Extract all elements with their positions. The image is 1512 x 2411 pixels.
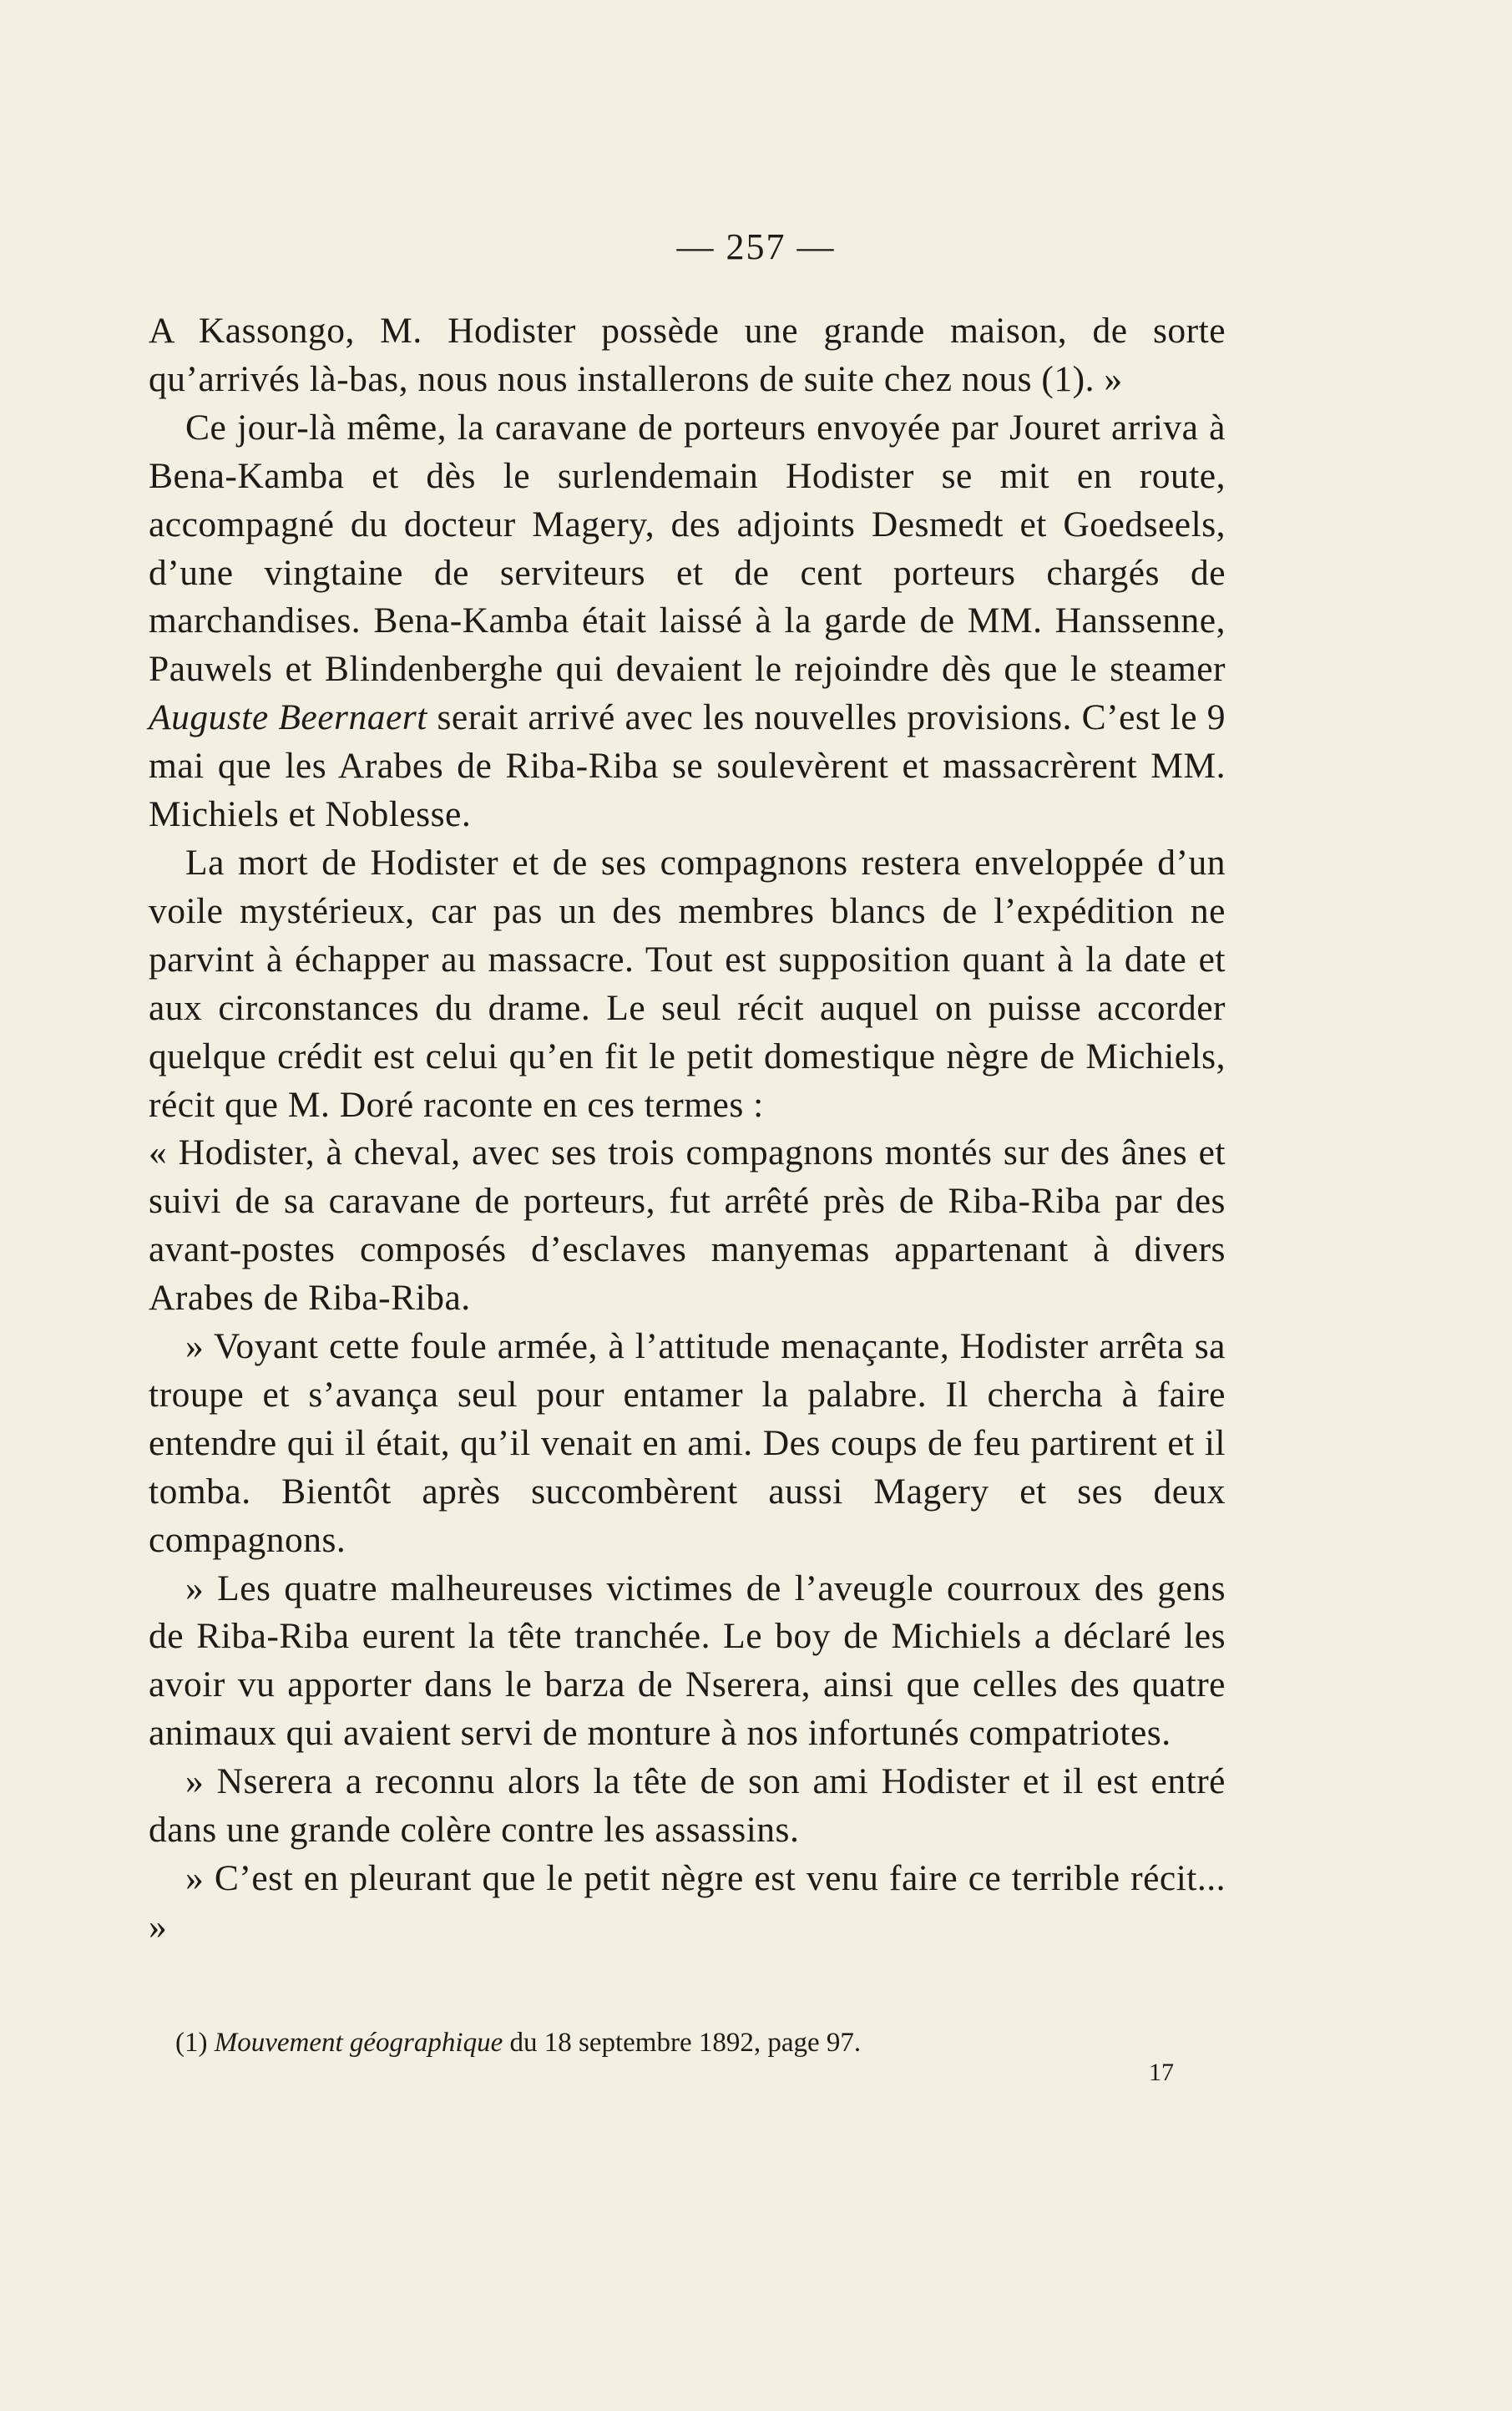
- paragraph-text: A Kassongo, M. Hodister possède une grande maison, de sorte qu’arrivés là-bas, nous nous installerons de suite chez nous (1). »: [149, 311, 1226, 399]
- paragraph: [149, 839, 1226, 1129]
- paragraph-text: » Les quatre malheureuses victimes de l’aveugle courroux des gens de Riba-Riba eurent la tête tranchée. Le boy de Michiels a déclaré les avoir vu apporter dans le barza de Nserera, ainsi que celles des quatre animaux qui avaient servi de monture à nos infortunés compatriotes.: [149, 1568, 1226, 1754]
- paragraph: [149, 404, 1226, 839]
- paragraph: [149, 1758, 1226, 1855]
- page-number: — 257 —: [676, 226, 836, 267]
- footnote-marker: (1): [175, 2028, 215, 2058]
- signature-mark: 17: [1149, 2059, 1174, 2086]
- body-text: [149, 307, 1226, 1952]
- paragraph-text: Ce jour-là même, la caravane de porteurs envoyée par Jouret arriva à Bena-Kamba et dès le surlendemain Hodister se mit en route, accompagné du docteur Magery, des adjoints Desmedt et Goedseels, d’une vingtaine de serviteurs et de cent porteurs chargés de marchandises. Bena-Kamba était laissé à la garde de MM. Hanssenne, Pauwels et Blindenberghe qui devaient le rejoindre dès que le steamer: [149, 407, 1226, 690]
- paragraph: [149, 1323, 1226, 1565]
- paragraph-text: » Nserera a reconnu alors la tête de son ami Hodister et il est entré dans une grande colère contre les assassins.: [149, 1761, 1226, 1851]
- paragraph: [149, 1565, 1226, 1759]
- paragraph-text: serait arrivé avec les nouvelles provisions. C’est le 9 mai que les Arabes de Riba-Riba se soulevèrent et massacrèrent MM. Michiels et Noblesse.: [149, 697, 1226, 835]
- paragraph: [149, 1129, 1226, 1323]
- footnote: [175, 2025, 1219, 2060]
- paragraph-text: La mort de Hodister et de ses compagnons restera enveloppée d’un voile mystérieux, car pas un des membres blancs de l’expédition ne parvint à échapper au massacre. Tout est supposition quant à la date et aux circonstances du drame. Le seul récit auquel on puisse accorder quelque crédit est celui qu’en fit le petit domestique nègre de Michiels, récit que M. Doré raconte en ces termes :: [149, 842, 1226, 1125]
- paragraph-text: « Hodister, à cheval, avec ses trois compagnons montés sur des ânes et suivi de sa caravane de porteurs, fut arrêté près de Riba-Riba par des avant-postes composés d’esclaves manyemas appartenant à divers Arabes de Riba-Riba.: [149, 1132, 1226, 1319]
- paragraph-text: » Voyant cette foule armée, à l’attitude menaçante, Hodister arrêta sa troupe et s’avança seul pour entamer la palabre. Il chercha à faire entendre qui il était, qu’il venait en ami. Des coups de feu partirent et il tomba. Bientôt après succombèrent aussi Magery et ses deux compagnons.: [149, 1326, 1226, 1560]
- footnote-reference: du 18 septembre 1892, page 97.: [503, 2028, 862, 2058]
- italic-title: Auguste Beernaert: [149, 697, 427, 738]
- paragraph: [149, 1855, 1226, 1952]
- paragraph: [149, 307, 1226, 404]
- paragraph-text: » C’est en pleurant que le petit nègre est venu faire ce terrible récit... »: [149, 1858, 1226, 1947]
- footnote-title: Mouvement géographique: [214, 2028, 503, 2058]
